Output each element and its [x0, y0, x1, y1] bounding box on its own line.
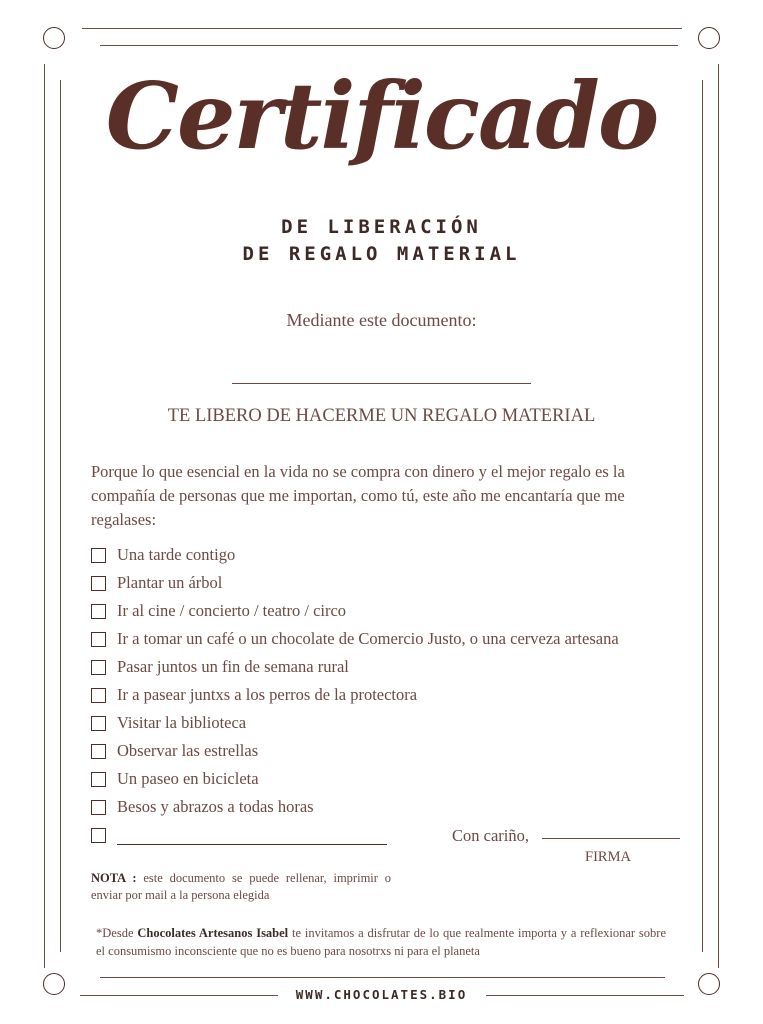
corner-ornament-top-left	[43, 27, 65, 49]
checkbox[interactable]	[91, 744, 106, 759]
closing-text: Con cariño,	[452, 826, 529, 845]
checkbox[interactable]	[91, 576, 106, 591]
option-label: Pasar juntos un fin de semana rural	[117, 657, 349, 676]
signature-label: FIRMA	[585, 849, 631, 865]
note-label: NOTA :	[91, 871, 137, 885]
list-item	[91, 569, 731, 597]
frame-left-line-outer	[44, 64, 45, 968]
checkbox[interactable]	[91, 716, 106, 731]
note	[91, 870, 391, 904]
list-item	[91, 765, 731, 793]
frame-bottom-line-inner	[100, 977, 665, 978]
subtitle-line-2: DE REGALO MATERIAL	[242, 243, 521, 265]
footnote-text: te invitamos a disfrutar de lo que realmente importa y a reflexionar sobre el consumismo inconsciente que no es bueno para nosotrxs ni para el planeta	[96, 926, 667, 958]
declaration-heading: TE LIBERO DE HACERME UN REGALO MATERIAL	[167, 406, 596, 426]
recipient-name-line[interactable]	[232, 383, 531, 384]
list-item	[91, 681, 731, 709]
list-item	[91, 737, 731, 765]
custom-option-line[interactable]	[117, 826, 387, 845]
checkbox[interactable]	[91, 772, 106, 787]
subtitle-line-1: DE LIBERACIÓN	[281, 216, 482, 238]
website-link[interactable]: WWW.CHOCOLATES.BIO	[295, 987, 468, 1002]
checkbox[interactable]	[91, 828, 106, 843]
note-text: este documento se puede rellenar, imprimir o enviar por mail a la persona elegida	[91, 871, 391, 902]
checkbox[interactable]	[91, 604, 106, 619]
list-item	[91, 793, 731, 821]
checkbox[interactable]	[91, 548, 106, 563]
list-item	[91, 625, 731, 653]
checkbox[interactable]	[91, 688, 106, 703]
list-item	[91, 597, 731, 625]
brand-name: Chocolates Artesanos Isabel	[137, 926, 289, 940]
list-item	[91, 709, 731, 737]
certificate-title: Certificado	[105, 62, 658, 170]
checkbox[interactable]	[91, 632, 106, 647]
body-paragraph: Porque lo que esencial en la vida no se compra con dinero y el mejor regalo es la compañía de personas que me importan, como tú, este año me encantaría que me regalases:	[91, 462, 625, 529]
footnote-prefix: *Desde	[96, 926, 134, 940]
checkbox[interactable]	[91, 800, 106, 815]
option-label: Un paseo en bicicleta	[117, 769, 259, 788]
frame-top-line-inner	[100, 45, 678, 46]
list-item	[91, 541, 731, 569]
option-label: Plantar un árbol	[117, 573, 223, 592]
option-label: Ir a pasear juntxs a los perros de la protectora	[117, 685, 418, 704]
option-label: Una tarde contigo	[117, 545, 236, 564]
footnote	[96, 924, 666, 960]
list-item	[91, 653, 731, 681]
gift-options-checklist	[91, 541, 731, 849]
checkbox[interactable]	[91, 660, 106, 675]
list-item-custom	[91, 821, 731, 849]
option-label: Besos y abrazos a todas horas	[117, 797, 314, 816]
option-label: Observar las estrellas	[117, 741, 259, 760]
option-label: Ir a tomar un café o un chocolate de Comercio Justo, o una cerveza artesana	[117, 629, 619, 648]
frame-top-line-outer	[82, 28, 682, 29]
frame-left-line-inner	[60, 80, 61, 952]
intro-phrase: Mediante este documento:	[286, 310, 477, 330]
signature-line[interactable]	[542, 838, 680, 839]
option-label: Visitar la biblioteca	[117, 713, 247, 732]
option-label: Ir al cine / concierto / teatro / circo	[117, 601, 347, 620]
corner-ornament-top-right	[698, 27, 720, 49]
